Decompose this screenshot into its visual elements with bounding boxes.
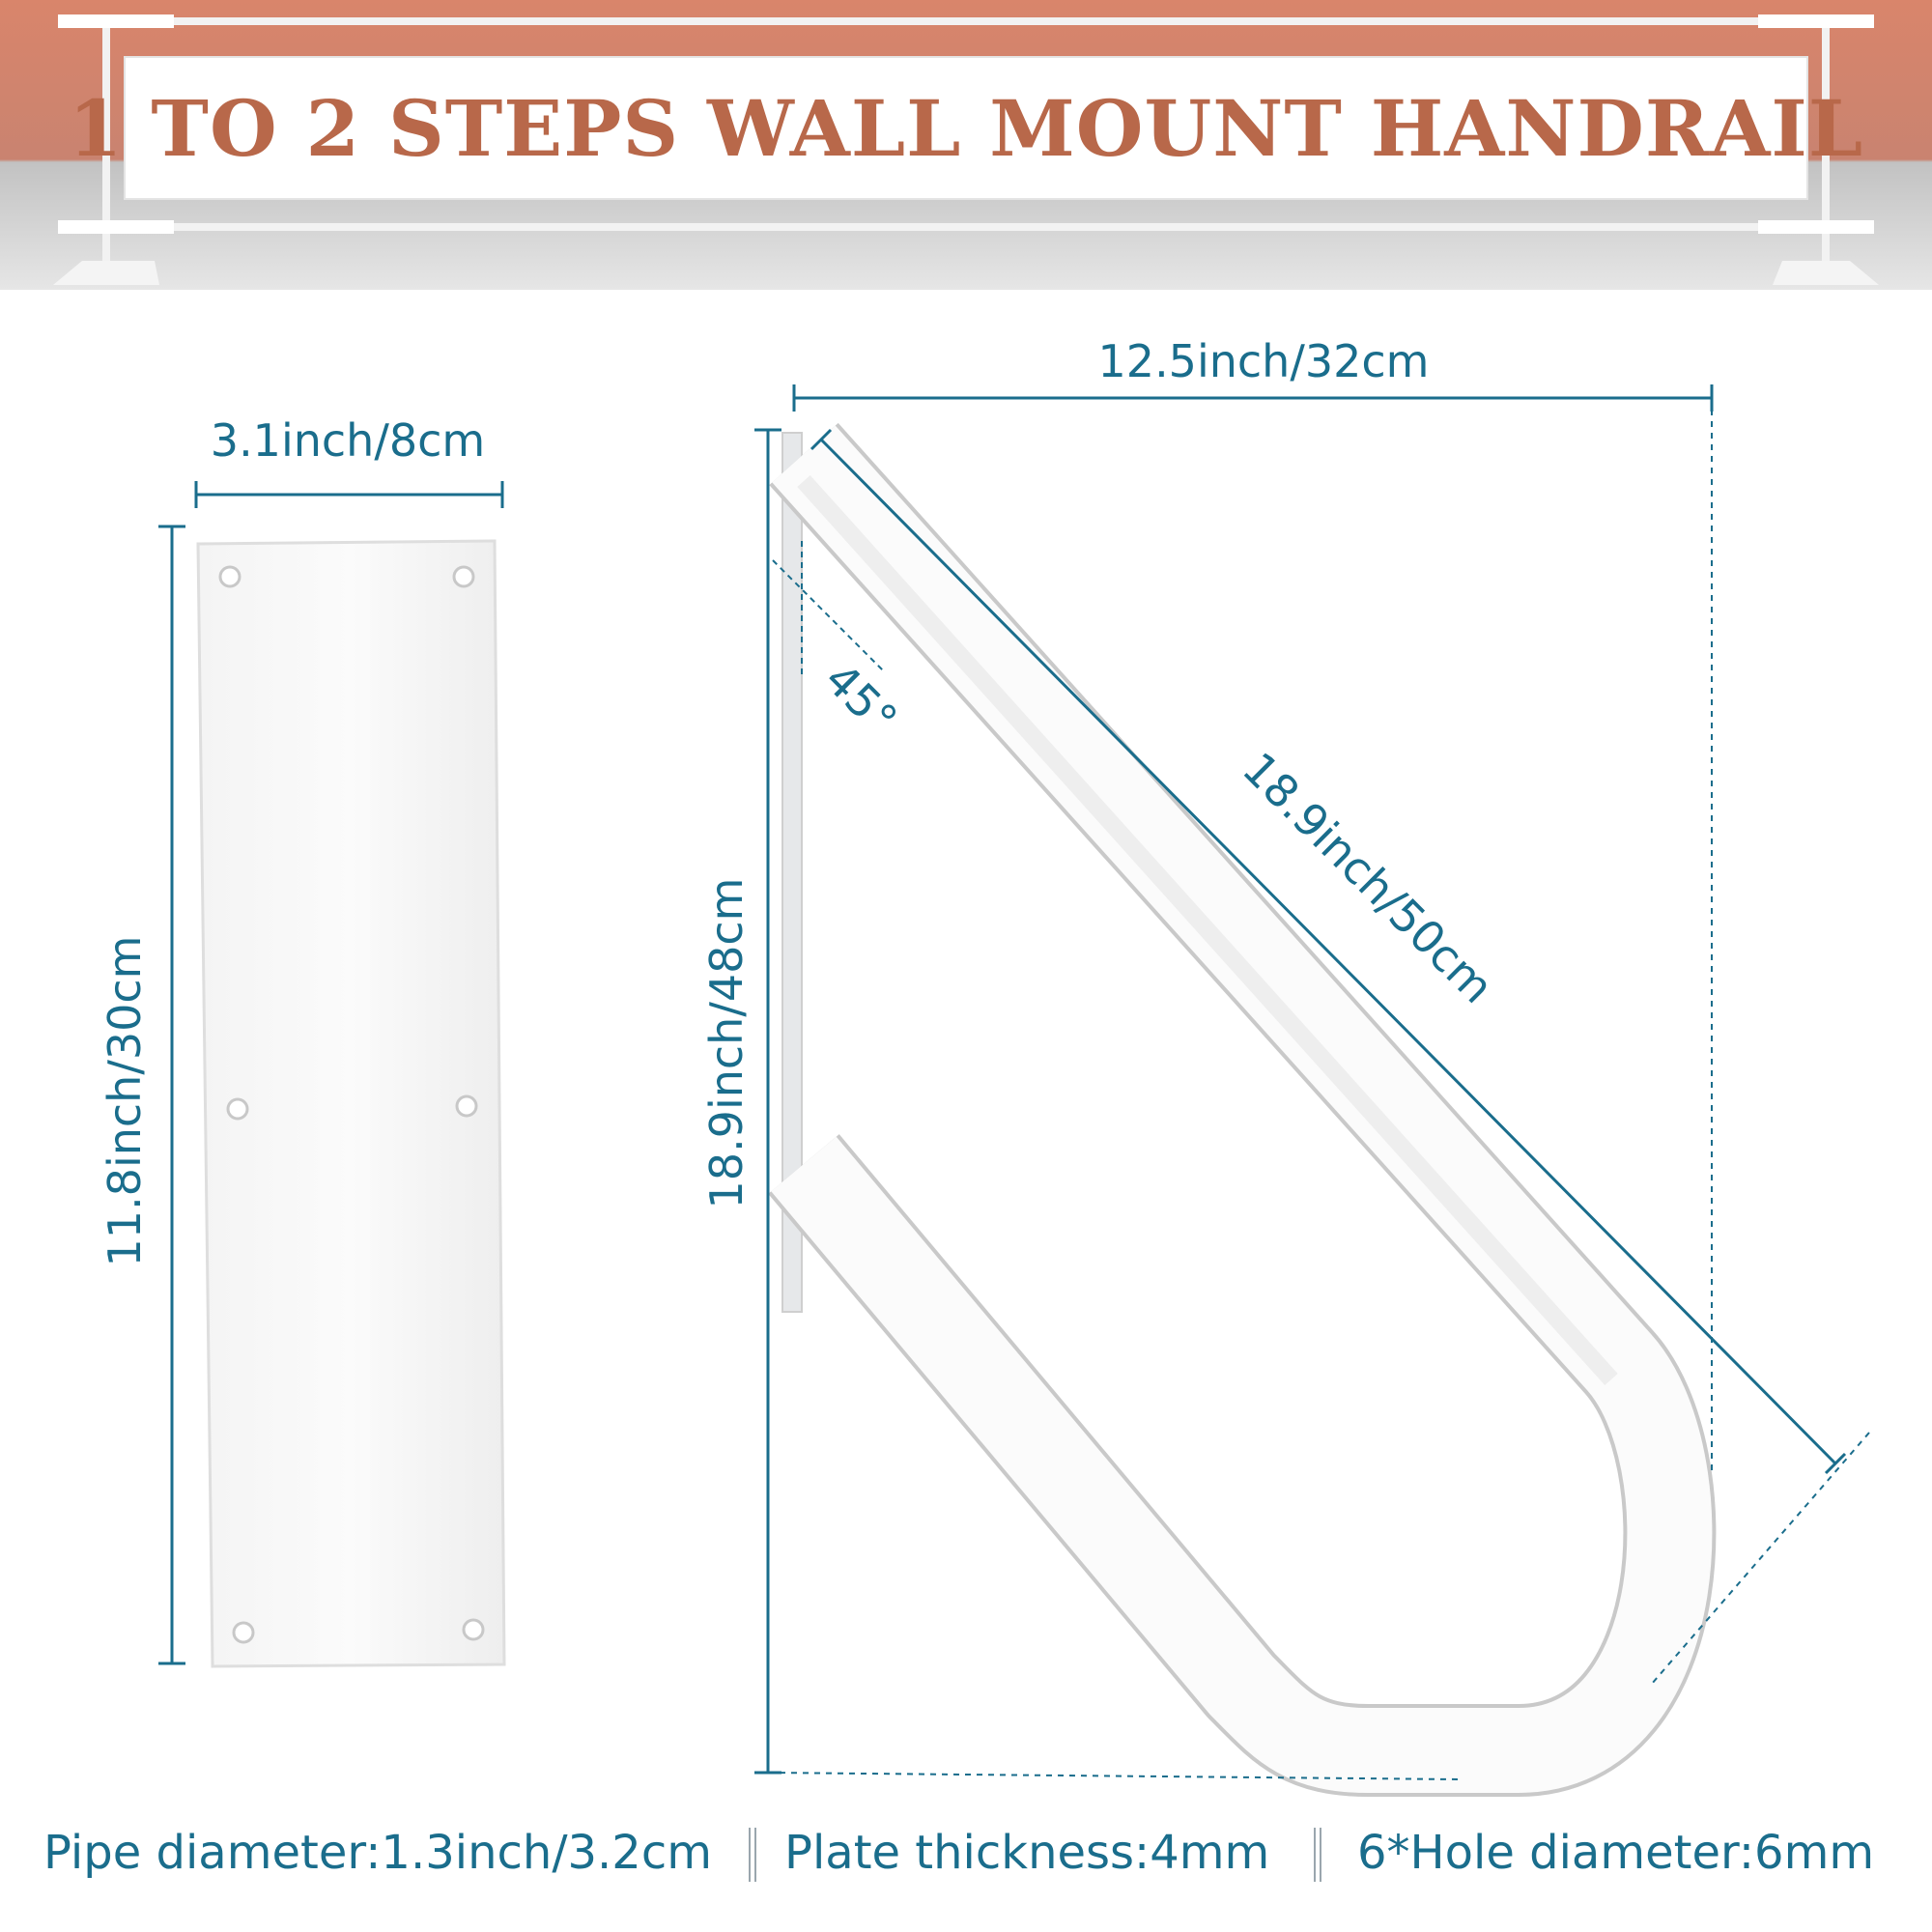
screw-hole: [464, 1620, 483, 1639]
plate-height-dimension: [158, 526, 185, 1663]
page-title: 1 TO 2 STEPS WALL MOUNT HANDRAIL: [68, 82, 1864, 174]
rail-height-label: 18.9inch/48cm: [700, 877, 753, 1209]
plate-width-label: 3.1inch/8cm: [210, 414, 486, 467]
screw-hole: [228, 1099, 247, 1119]
plate-thickness-spec: Plate thickness:4mm: [784, 1826, 1270, 1880]
hole-diameter-spec: 6*Hole diameter:6mm: [1357, 1826, 1875, 1880]
screw-hole: [234, 1623, 253, 1642]
screw-hole: [457, 1096, 476, 1116]
rail-diagonal-label: 18.9inch/50cm: [1232, 742, 1504, 1014]
rail-width-label: 12.5inch/32cm: [1097, 335, 1430, 387]
handrail: [782, 433, 1669, 1750]
mounting-plate: [198, 541, 504, 1666]
separator: [1314, 1828, 1321, 1882]
plate-width-dimension: [196, 481, 502, 508]
screw-hole: [454, 567, 473, 586]
pipe-diameter-spec: Pipe diameter:1.3inch/3.2cm: [43, 1826, 712, 1880]
specs-footer: [0, 1826, 1932, 1903]
screw-hole: [220, 567, 240, 586]
plate-height-label: 11.8inch/30cm: [99, 935, 151, 1267]
separator: [749, 1828, 756, 1882]
angle-label: 45°: [814, 652, 908, 746]
